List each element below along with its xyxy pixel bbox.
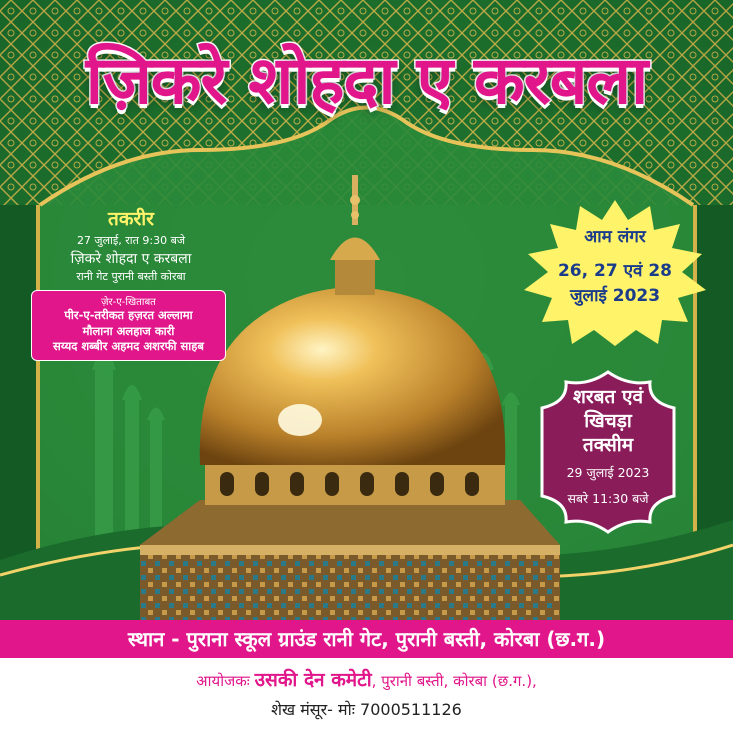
sharbat-line3: तक्सीम <box>582 433 634 456</box>
organizer-label: आयोजकः <box>196 672 250 690</box>
langar-heading: आम लंगर <box>584 227 646 247</box>
organizer-line <box>0 666 733 692</box>
speaker-line-2: मौलाना अलहाज कारी <box>82 323 175 338</box>
sharbat-time: सबरे 11:30 बजे <box>567 491 649 507</box>
langar-dates-line1: 26, 27 एवं 28 <box>557 261 673 281</box>
speaker-line-3: सय्यद शब्बीर अहमद अशरफी साहब <box>53 339 204 354</box>
taqreer-event-name: ज़िकरे शोहदा ए करबला <box>70 250 192 267</box>
sharbat-line1: शरबत एवं <box>572 386 644 408</box>
langar-dates-line2: जुलाई 2023 <box>569 285 661 306</box>
taqreer-block <box>26 205 236 361</box>
venue-bar: स्थान - पुराना स्कूल ग्राउंड रानी गेट, पुरानी बस्ती, कोरबा (छ.ग.) <box>0 620 733 658</box>
contact-line: शेख मंसूर- मोः 7000511126 <box>271 700 462 719</box>
sharbat-date: 29 जुलाई 2023 <box>566 465 650 481</box>
organizer-place: , पुरानी बस्ती, कोरबा (छ.ग.), <box>371 672 537 690</box>
taqreer-place: रानी गेट पुरानी बस्ती कोरबा <box>76 270 186 284</box>
poster-title: ज़िकरे शोहदा ए करबला <box>85 42 648 119</box>
organizer-name: उसकी देन कमेटी <box>254 669 372 691</box>
speaker-line-1: पीर-ए-तरीकत हज़रत अल्लामा <box>64 308 193 323</box>
langar-text <box>520 224 710 308</box>
footer <box>0 658 733 731</box>
taqreer-date-time: 27 जुलाई, रात 9:30 बजे <box>76 234 186 247</box>
taqreer-heading: तकरीर <box>108 208 154 230</box>
khitabat-box <box>31 290 226 361</box>
khitabat-label: ज़ेर-ए-खिताबत <box>101 297 156 309</box>
sharbat-line2: खिचड़ा <box>584 409 632 432</box>
sharbat-text <box>538 386 678 509</box>
